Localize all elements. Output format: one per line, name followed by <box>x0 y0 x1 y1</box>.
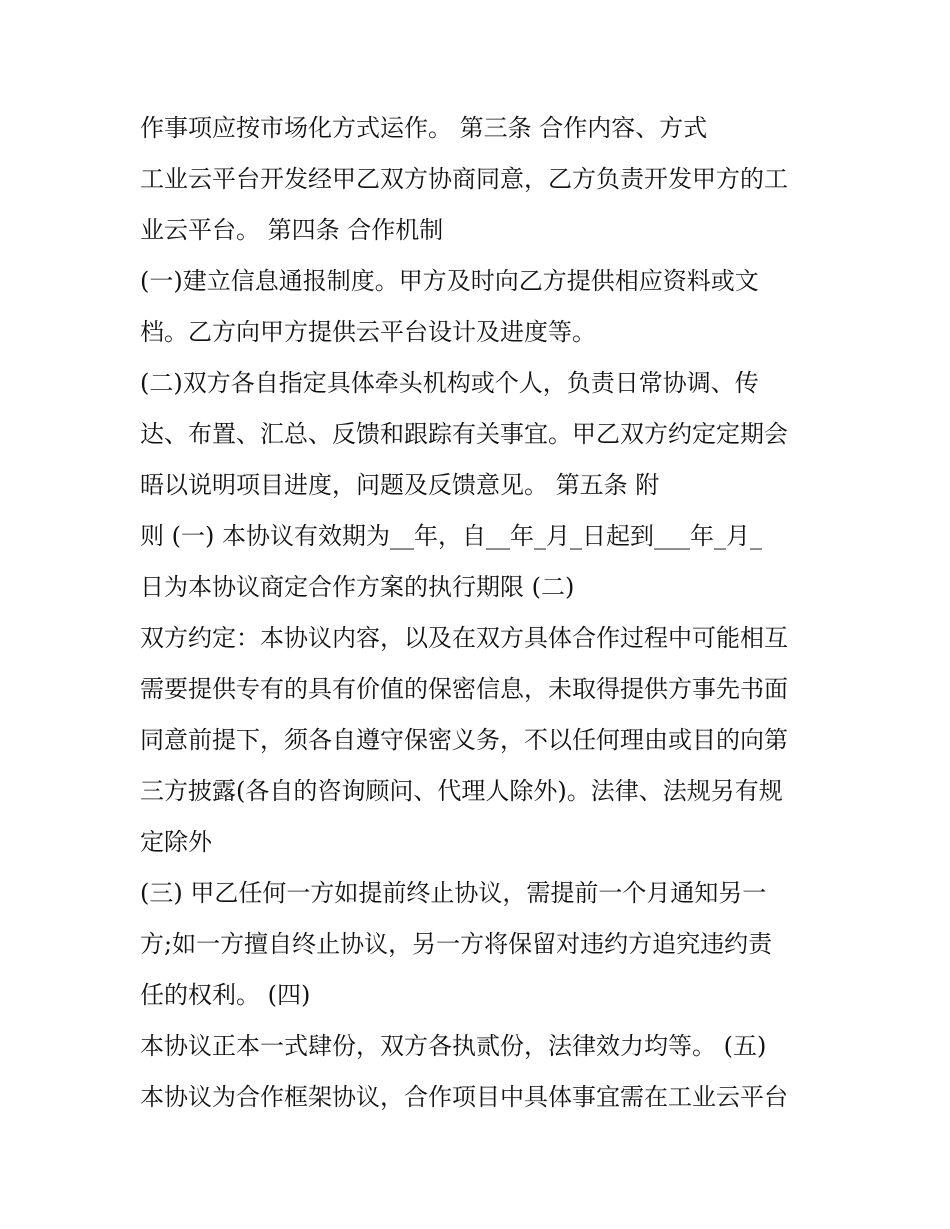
text-line: 同意前提下，须各自遵守保密义务，不以任何理由或目的向第 <box>140 726 788 754</box>
text-line: 任的权利。 (四) <box>140 981 311 1009</box>
text-line: 定除外 <box>140 828 212 856</box>
text-line: 本协议正本一式肆份，双方各执贰份，法律效力均等。 (五) <box>140 1032 767 1060</box>
text-line: 作事项应按市场化方式运作。 第三条 合作内容、方式 <box>140 114 708 142</box>
text-line: 方;如一方擅自终止协议，另一方将保留对违约方追究违约责 <box>140 930 773 958</box>
text-line: 日为本协议商定合作方案的执行期限 (二) <box>140 573 575 601</box>
text-line: 档。乙方向甲方提供云平台设计及进度等。 <box>140 318 596 346</box>
text-line: 达、布置、汇总、反馈和跟踪有关事宜。甲乙双方约定定期会 <box>140 420 788 448</box>
text-line: 双方约定：本协议内容，以及在双方具体合作过程中可能相互 <box>140 624 788 652</box>
text-line: 则 (一) 本协议有效期为__年，自__年_月_日起到___年_月_ <box>140 522 762 550</box>
text-line: (三) 甲乙任何一方如提前终止协议，需提前一个月通知另一 <box>140 879 767 907</box>
text-line: 工业云平台开发经甲乙双方协商同意，乙方负责开发甲方的工 <box>140 165 788 193</box>
text-line: 本协议为合作框架协议，合作项目中具体事宜需在工业云平台 <box>140 1083 788 1111</box>
text-line: 需要提供专有的具有价值的保密信息，未取得提供方事先书面 <box>140 675 788 703</box>
text-line: 晤以说明项目进度，问题及反馈意见。 第五条 附 <box>140 471 660 499</box>
text-line: 业云平台。 第四条 合作机制 <box>140 216 444 244</box>
text-line: (一)建立信息通报制度。甲方及时向乙方提供相应资料或文 <box>140 267 759 295</box>
text-line: (二)双方各自指定具体牵头机构或个人，负责日常协调、传 <box>140 369 759 397</box>
text-line: 三方披露(各自的咨询顾问、代理人除外)。法律、法规另有规 <box>140 777 783 805</box>
agreement-text <box>140 103 830 1123</box>
